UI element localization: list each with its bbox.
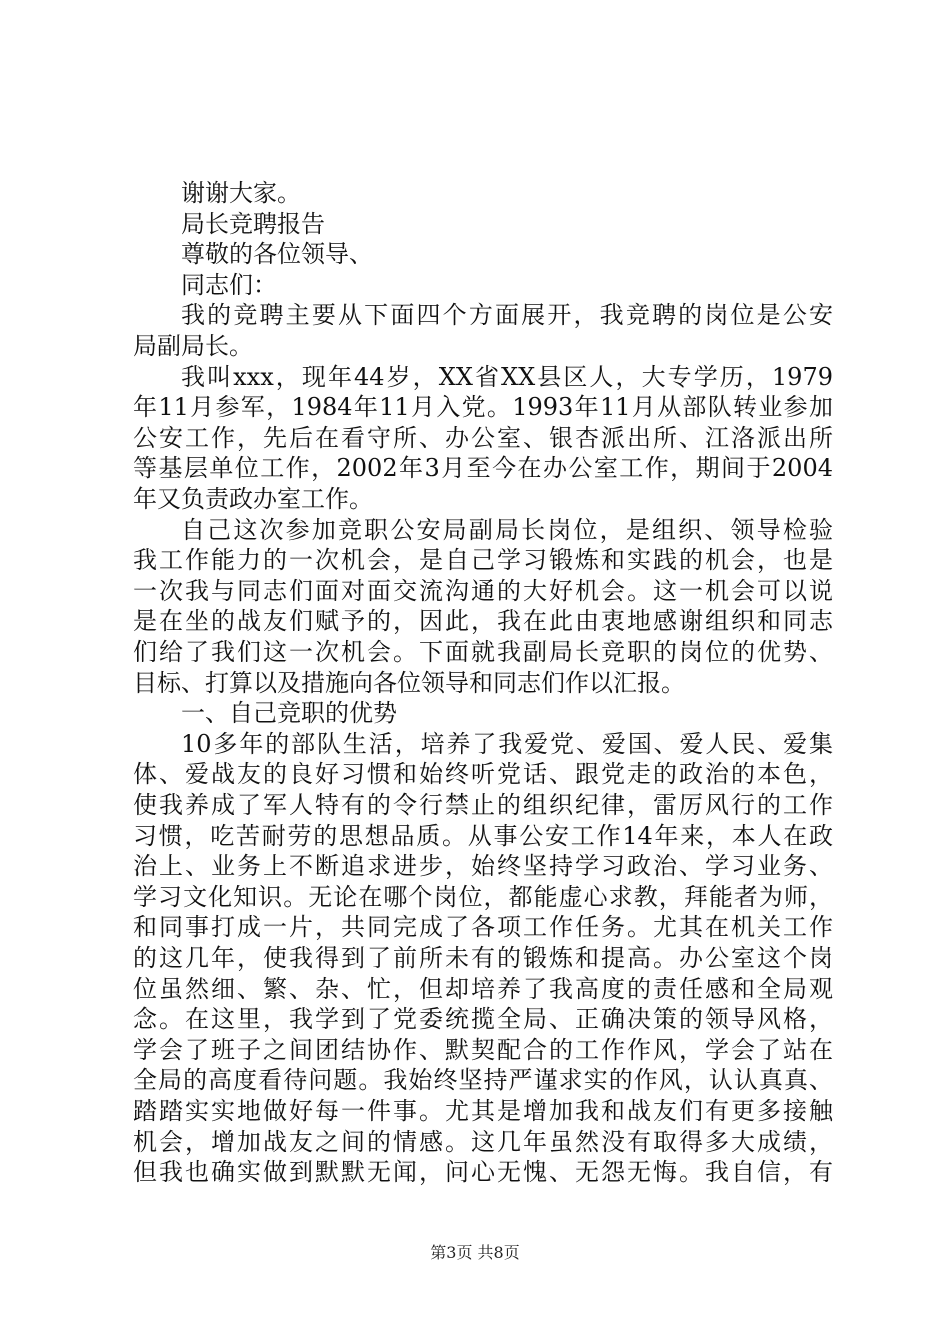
text-line: 全局的高度看待问题。我始终坚持严谨求实的作风，认认真真、 — [133, 1066, 833, 1095]
text-line: 踏踏实实地做好每一件事。尤其是增加我和战友们有更多接触 — [133, 1097, 833, 1125]
text-line: 我工作能力的一次机会，是自己学习锻炼和实践的机会，也是 — [133, 546, 833, 575]
text-line: 和同事打成一片，共同完成了各项工作任务。尤其在机关工作 — [133, 913, 833, 942]
text-line: 年11月参军，1984年11月入党。1993年11月从部队转业参加 — [133, 393, 833, 422]
text-line: 治上、业务上不断追求进步，始终坚持学习政治、学习业务、 — [133, 852, 833, 881]
text-line: 局长竞聘报告 — [181, 209, 325, 238]
text-line: 我叫xxx，现年44岁，XX省XX县区人，大专学历，1979 — [181, 362, 833, 391]
text-line: 的这几年，使我得到了前所未有的锻炼和提高。办公室这个岗 — [133, 944, 833, 972]
text-line: 位虽然细、繁、杂、忙，但却培养了我高度的责任感和全局观 — [133, 974, 833, 1003]
text-line: 年又负责政办室工作。 — [133, 485, 373, 513]
text-line: 公安工作，先后在看守所、办公室、银杏派出所、江洛派出所 — [133, 423, 833, 452]
text-line: 10多年的部队生活，培养了我爱党、爱国、爱人民、爱集 — [181, 729, 833, 758]
text-line: 学习文化知识。无论在哪个岗位，都能虚心求教，拜能者为师， — [133, 882, 833, 911]
text-line: 体、爱战友的良好习惯和始终听党话、跟党走的政治的本色， — [133, 760, 833, 789]
text-line: 自己这次参加竞职公安局副局长岗位，是组织、领导检验 — [181, 515, 833, 544]
text-line: 机会，增加战友之间的情感。这几年虽然没有取得多大成绩， — [133, 1127, 833, 1156]
page-number-footer: 第3页 共8页 — [430, 1243, 520, 1262]
text-line: 一次我与同志们面对面交流沟通的大好机会。这一机会可以说 — [133, 576, 833, 605]
text-line: 念。在这里，我学到了党委统揽全局、正确决策的领导风格， — [133, 1005, 833, 1034]
text-line: 但我也确实做到默默无闻，问心无愧、无怨无悔。我自信，有 — [133, 1158, 833, 1187]
text-line: 谢谢大家。 — [181, 179, 301, 207]
text-line: 学会了班子之间团结协作、默契配合的工作作风，学会了站在 — [133, 1035, 833, 1064]
text-line: 尊敬的各位领导、 — [181, 240, 373, 269]
text-line: 们给了我们这一次机会。下面就我副局长竞职的岗位的优势、 — [133, 638, 833, 666]
section-heading: 一、自己竞职的优势 — [181, 699, 397, 728]
text-line: 我的竞聘主要从下面四个方面展开，我竞聘的岗位是公安 — [181, 301, 833, 330]
text-line: 等基层单位工作，2002年3月至今在办公室工作，期间于2004 — [133, 454, 833, 483]
text-line: 使我养成了军人特有的令行禁止的组织纪律，雷厉风行的工作 — [133, 791, 833, 819]
text-line: 目标、打算以及措施向各位领导和同志们作以汇报。 — [133, 668, 685, 697]
text-line: 同志们： — [181, 270, 277, 299]
text-line: 局副局长。 — [133, 332, 253, 360]
text-line: 习惯，吃苦耐劳的思想品质。从事公安工作14年来，本人在政 — [133, 821, 833, 850]
text-line: 是在坐的战友们赋予的，因此，我在此由衷地感谢组织和同志 — [133, 607, 833, 636]
